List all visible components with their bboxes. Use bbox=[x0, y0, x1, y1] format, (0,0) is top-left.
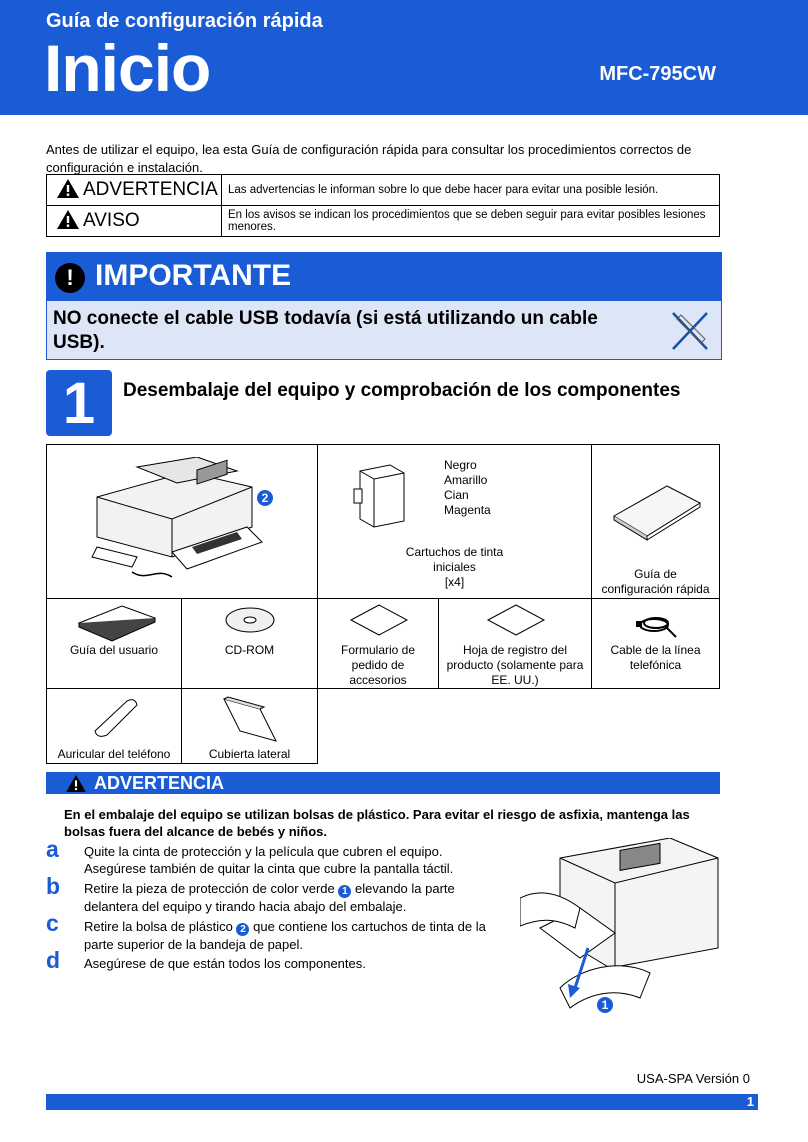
cell-cdrom bbox=[181, 598, 318, 689]
quick-guide-caption: Guía de configuración rápida bbox=[601, 567, 710, 596]
warning-icon bbox=[57, 179, 79, 198]
sheet-icon bbox=[349, 603, 409, 637]
unpacking-illustration bbox=[520, 838, 720, 1018]
notice-label-aviso: AVISO bbox=[47, 206, 222, 237]
notice-text-advertencia: Las advertencias le informan sobre lo que debe hacer para evitar una posible lesión. bbox=[222, 175, 720, 206]
cell-side-cover bbox=[181, 688, 318, 764]
step-letter-d: d bbox=[46, 947, 61, 973]
page-number: 1 bbox=[746, 1094, 754, 1109]
booklet-icon bbox=[612, 481, 702, 541]
step-letter-b: b bbox=[46, 873, 61, 899]
cell-ink-cartridges bbox=[317, 444, 592, 599]
intro-text: Antes de utilizar el equipo, lea esta Guía de configuración rápida para consultar los procedimientos correctos de configuración e instalación. bbox=[46, 142, 692, 175]
exclamation-icon: ! bbox=[55, 263, 85, 293]
cell-user-guide bbox=[46, 598, 182, 689]
phone-cable-icon bbox=[634, 607, 678, 643]
ink-colors-list: Negro Amarillo Cian Magenta bbox=[444, 458, 491, 517]
cell-order-form bbox=[317, 598, 439, 689]
important-box bbox=[46, 252, 722, 360]
handset-icon bbox=[91, 697, 141, 737]
ink-caption: Cartuchos de tinta iniciales [x4] bbox=[405, 545, 504, 589]
warning-icon bbox=[66, 775, 86, 792]
order-form-caption: Formulario de pedido de accesorios bbox=[340, 643, 416, 687]
step-number: 1 bbox=[46, 370, 112, 436]
printer-illustration bbox=[77, 457, 277, 587]
step-text-b: Retire la pieza de protección de color verde 1 elevando la parte delantera del equipo y tirando hacia abajo del embalaje. bbox=[84, 881, 455, 914]
step-letter-a: a bbox=[46, 836, 59, 862]
side-cover-icon bbox=[220, 695, 280, 745]
manual-icon bbox=[77, 603, 157, 643]
cell-quick-guide bbox=[591, 444, 720, 599]
registration-caption: Hoja de registro del producto (solamente para EE. UU.) bbox=[446, 643, 584, 687]
cdrom-caption: CD-ROM bbox=[224, 643, 275, 657]
page-header bbox=[0, 0, 808, 115]
user-guide-caption: Guía del usuario bbox=[69, 643, 159, 657]
warning-text: En el embalaje del equipo se utilizan bolsas de plástico. Para evitar el riesgo de asfixia, mantenga las bolsas fuera del alcance de bebés y niños. bbox=[64, 807, 690, 839]
cell-registration bbox=[438, 598, 592, 689]
step-letter-c: c bbox=[46, 910, 59, 936]
warning-title: ADVERTENCIA bbox=[94, 773, 225, 793]
callout-1-badge: 1 bbox=[338, 885, 351, 898]
warning-bar bbox=[46, 772, 720, 794]
model-name: MFC-795CW bbox=[599, 63, 716, 85]
notice-label-advertencia: ADVERTENCIA bbox=[47, 175, 222, 206]
step-text-d: Asegúrese de que están todos los componentes. bbox=[84, 956, 366, 971]
callout-2-badge: 2 bbox=[236, 923, 249, 936]
side-cover-caption: Cubierta lateral bbox=[208, 747, 291, 761]
callout-2-badge: 2 bbox=[257, 490, 273, 506]
step-text-a: Quite la cinta de protección y la película que cubren el equipo. Asegúrese también de quitar la cinta que cubre la pantalla táctil. bbox=[84, 844, 454, 876]
cell-handset bbox=[46, 688, 182, 764]
phone-cable-caption: Cable de la línea telefónica bbox=[610, 643, 701, 672]
footer-bar bbox=[46, 1094, 758, 1110]
step-text-c: Retire la bolsa de plástico 2 que contiene los cartuchos de tinta de la parte superior de la bandeja de papel. bbox=[84, 919, 486, 952]
version-label: USA-SPA Versión 0 bbox=[636, 1071, 750, 1086]
header-title: Inicio bbox=[44, 31, 211, 105]
important-message: NO conecte el cable USB todavía (si está utilizando un cable USB). bbox=[53, 308, 598, 353]
illustration-callout-1: 1 bbox=[597, 997, 613, 1013]
cell-machine bbox=[46, 444, 318, 599]
no-usb-cable-icon bbox=[667, 309, 713, 353]
ink-cartridge-illustration bbox=[350, 461, 410, 531]
important-header bbox=[47, 253, 721, 301]
notice-table bbox=[46, 174, 720, 237]
important-title: IMPORTANTE bbox=[95, 259, 292, 292]
step-title: Desembalaje del equipo y comprobación de los componentes bbox=[123, 380, 681, 401]
cell-phone-cable bbox=[591, 598, 720, 689]
sheet-icon bbox=[486, 603, 546, 637]
notice-text-aviso: En los avisos se indican los procedimientos que se deben seguir para evitar posibles lesiones menores. bbox=[222, 206, 720, 237]
cd-icon bbox=[224, 605, 276, 635]
header-subtitle: Guía de configuración rápida bbox=[46, 10, 323, 32]
warning-icon bbox=[57, 210, 79, 229]
handset-caption: Auricular del teléfono bbox=[57, 747, 171, 761]
